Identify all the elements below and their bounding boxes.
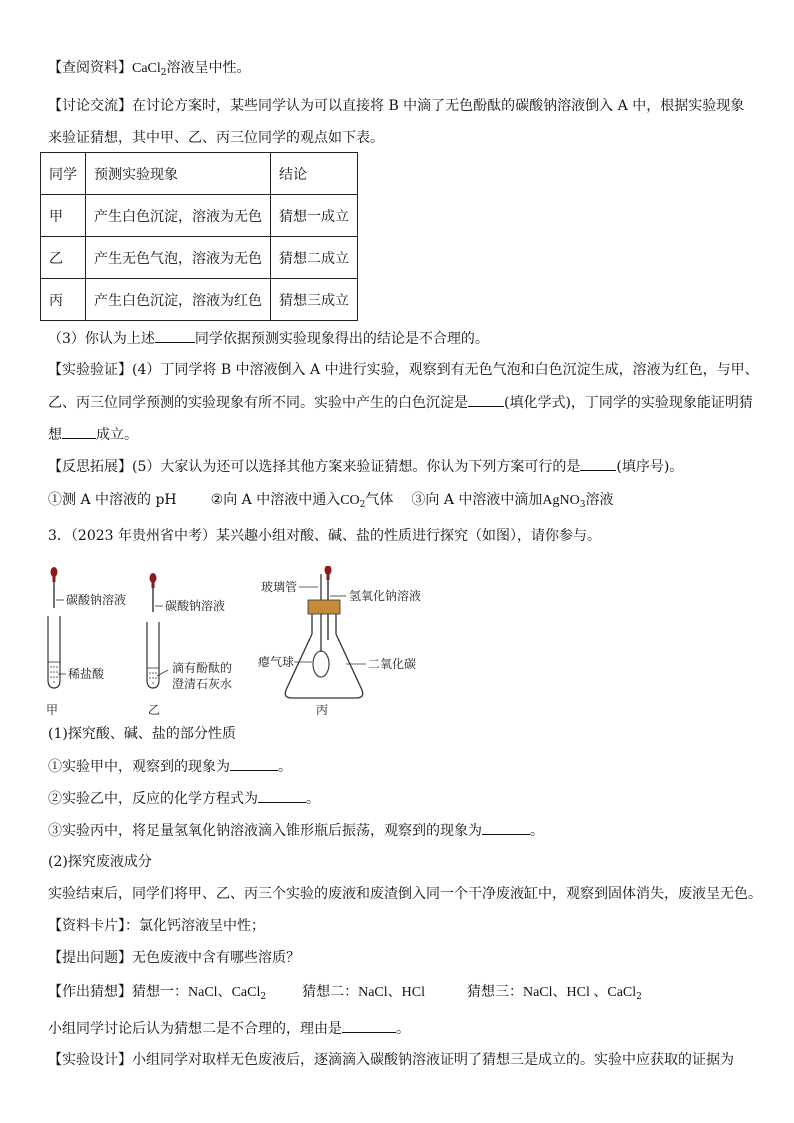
hypothesis-3: 猜想三：NaCl、HCl 、 bbox=[466, 985, 608, 1000]
verify-line-3 bbox=[48, 424, 138, 445]
s1-q2-text: ②实验乙中，反应的化学方程式为 bbox=[48, 791, 258, 807]
jia-reagent-label: 碳酸钠溶液 bbox=[66, 593, 127, 607]
formula-sub: 3 bbox=[579, 500, 586, 510]
s1-q1-text: ①实验甲中，观察到的现象为 bbox=[48, 759, 230, 775]
option-1: ①测 A 中溶液的 pH bbox=[48, 492, 177, 508]
option-3: ③向 A 中溶液中滴加 bbox=[411, 492, 543, 508]
lookup-text: 溶液呈中性。 bbox=[166, 60, 251, 76]
reflect-text-b: (填序号)。 bbox=[616, 459, 684, 475]
table-row bbox=[41, 195, 358, 237]
yi-reagent-label: 碳酸钠溶液 bbox=[165, 599, 226, 613]
table-row bbox=[41, 279, 358, 321]
answer-blank[interactable] bbox=[580, 456, 616, 471]
formula-sub: 2 bbox=[636, 992, 642, 1002]
formula-sub: 2 bbox=[359, 500, 366, 510]
reflect-text-a: 【反思拓展】(5）大家认为还可以选择其他方案来验证猜想。你认为下列方案可行的是 bbox=[48, 459, 581, 475]
bing-co2-label: 二氧化碳 bbox=[368, 657, 417, 671]
dropper-icon bbox=[51, 567, 58, 608]
yi-lime-label-2: 澄清石灰水 bbox=[172, 677, 233, 691]
formula: CaCl bbox=[231, 985, 261, 1000]
header-cell: 预测实验现象 bbox=[86, 153, 271, 195]
s1-q3 bbox=[48, 820, 544, 841]
answer-blank[interactable] bbox=[230, 756, 278, 771]
table-cell: 产生无色气泡，溶液为无色 bbox=[86, 237, 271, 279]
table-cell: 产生白色沉淀，溶液为红色 bbox=[86, 279, 271, 321]
option-2: ②向 A 中溶液中通入 bbox=[210, 492, 341, 508]
verify3-text-b: 成立。 bbox=[96, 427, 138, 443]
hypothesis-2: 猜想二：NaCl、HCl bbox=[302, 985, 425, 1000]
jia-label: 甲 bbox=[46, 703, 59, 716]
period: 。 bbox=[530, 823, 544, 839]
discuss-line-2: 来验证猜想，其中甲、乙、丙三位同学的观点如下表。 bbox=[48, 130, 384, 146]
option-3-tail: 溶液 bbox=[585, 492, 614, 508]
period: 。 bbox=[396, 1021, 410, 1037]
jia-acid-label: 稀盐酸 bbox=[68, 667, 105, 681]
design-line: 【实验设计】小组同学对取样无色废液后，逐滴滴入碳酸钠溶液证明了猜想三是成立的。实验中应获取的证据为 bbox=[48, 1052, 734, 1068]
bing-tube-label: 玻璃管 bbox=[261, 580, 298, 594]
section-2-text: 实验结束后，同学们将甲、乙、丙三个实验的废液和废渣倒入同一个干净废液缸中，观察到固体消失，废液呈无色。 bbox=[48, 886, 762, 902]
s1-q1 bbox=[48, 756, 292, 777]
yi-lime-label-1: 滴有酚酞的 bbox=[172, 661, 233, 675]
experiment-figure bbox=[44, 566, 464, 716]
header-cell: 结论 bbox=[271, 153, 358, 195]
formula: AgNO bbox=[542, 493, 580, 508]
answer-blank[interactable] bbox=[62, 424, 96, 439]
verify-line-2 bbox=[48, 392, 753, 413]
answer-blank[interactable] bbox=[468, 392, 504, 407]
table-cell: 猜想二成立 bbox=[271, 237, 358, 279]
bing-label: 丙 bbox=[316, 703, 329, 716]
question-3 bbox=[48, 328, 489, 349]
question-line: 【提出问题】无色废液中含有哪些溶质？ bbox=[48, 950, 300, 966]
discuss-line-1: 【讨论交流】在讨论方案时，某些同学认为可以直接将 B 中滴了无色酚酞的碳酸钠溶液倒入 A 中，根据实验现象 bbox=[48, 98, 745, 114]
bing-naoh-label: 氢氧化钠溶液 bbox=[349, 589, 422, 603]
question-title: 3．（2023 年贵州省中考）某兴趣小组对酸、碱、盐的性质进行探究（如图），请你参与。 bbox=[48, 528, 601, 544]
table-header-row bbox=[41, 153, 358, 195]
discuss-2-line bbox=[48, 1018, 410, 1039]
table-cell: 猜想一成立 bbox=[271, 195, 358, 237]
answer-blank[interactable] bbox=[258, 788, 306, 803]
section-1-title: (1)探究酸、碱、盐的部分性质 bbox=[48, 726, 236, 742]
table-cell: 产生白色沉淀，溶液为无色 bbox=[86, 195, 271, 237]
reflect-line bbox=[48, 456, 683, 477]
answer-blank[interactable] bbox=[482, 820, 530, 835]
verify-line-1: 【实验验证】(4）丁同学将 B 中溶液倒入 A 中进行实验，观察到有无色气泡和白色沉淀生成，溶液为红色，与甲、 bbox=[48, 362, 759, 378]
period: 。 bbox=[306, 791, 320, 807]
q3-text-b: 同学依据预测实验现象得出的结论是不合理的。 bbox=[194, 331, 489, 347]
test-tube-icon bbox=[147, 622, 159, 688]
yi-label: 乙 bbox=[148, 703, 161, 716]
info-card-line: 【资料卡片】：氯化钙溶液呈中性； bbox=[48, 918, 265, 934]
section-tag: 【查阅资料】 bbox=[48, 60, 132, 76]
lookup-line bbox=[48, 58, 251, 79]
s1-q3-text: ③实验丙中，将足量氢氧化钠溶液滴入锥形瓶后振荡，观察到的现象为 bbox=[48, 823, 482, 839]
bing-balloon-label: 瘪气球 bbox=[258, 655, 295, 669]
options-line bbox=[48, 490, 613, 511]
table-cell: 甲 bbox=[41, 195, 86, 237]
q3-text-a: （3）你认为上述 bbox=[48, 331, 155, 347]
hypothesis-line bbox=[48, 982, 642, 1003]
formula: CaCl bbox=[132, 61, 161, 76]
prediction-table bbox=[40, 152, 358, 321]
period: 。 bbox=[278, 759, 292, 775]
section-2-title: (2)探究废液成分 bbox=[48, 854, 152, 870]
section-tag: 【作出猜想】 bbox=[48, 984, 132, 1000]
hypothesis-1: 猜想一：NaCl、 bbox=[132, 985, 232, 1000]
header-cell: 同学 bbox=[41, 153, 86, 195]
verify-text-b: (填化学式)，丁同学的实验现象能证明猜 bbox=[504, 395, 753, 411]
formula-sub: 2 bbox=[160, 68, 167, 78]
s1-q2 bbox=[48, 788, 320, 809]
table-cell: 乙 bbox=[41, 237, 86, 279]
verify-text-a: 乙、丙三位同学预测的实验现象有所不同。实验中产生的白色沉淀是 bbox=[48, 395, 468, 411]
table-row bbox=[41, 237, 358, 279]
answer-blank[interactable] bbox=[155, 328, 195, 343]
formula: CaCl bbox=[607, 985, 637, 1000]
formula-sub: 2 bbox=[260, 992, 267, 1002]
formula: CO bbox=[340, 493, 360, 508]
answer-blank[interactable] bbox=[342, 1018, 396, 1033]
verify3-text-a: 想 bbox=[48, 427, 62, 443]
table-cell: 丙 bbox=[41, 279, 86, 321]
test-tube-icon bbox=[48, 616, 60, 688]
table-cell: 猜想三成立 bbox=[271, 279, 358, 321]
discuss2-text: 小组同学讨论后认为猜想二是不合理的，理由是 bbox=[48, 1021, 342, 1037]
option-2-tail: 气体 bbox=[365, 492, 394, 508]
